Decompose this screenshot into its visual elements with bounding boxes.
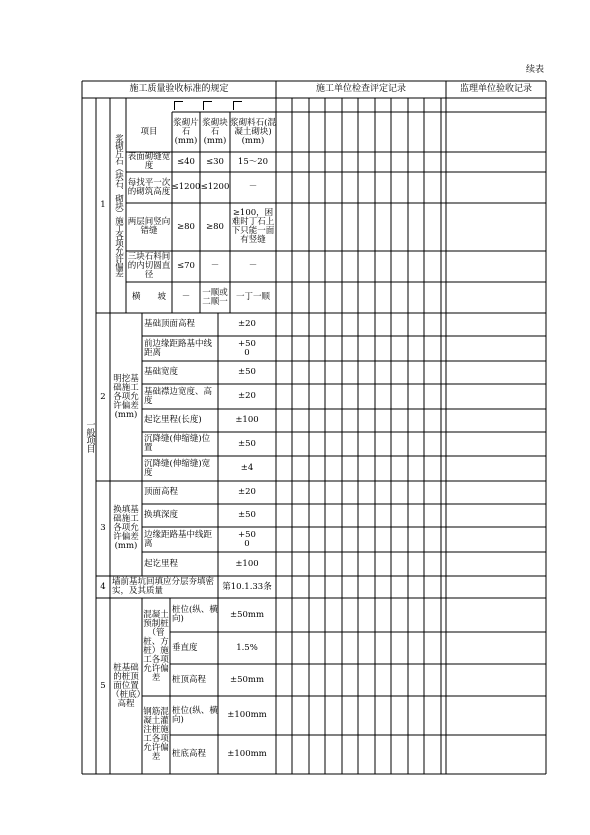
s1-row-b: － <box>210 261 220 271</box>
s3-row-value: ±50 <box>238 510 256 520</box>
s1-row-a: ≥80 <box>177 221 195 232</box>
s2-row-value: ±50 <box>238 438 256 449</box>
s2-row-name: 起讫里程(长度) <box>144 415 202 425</box>
header-construction: 施工单位检查评定记录 <box>315 84 406 94</box>
s3-title: 换填基础施工各项允许偏差(mm) <box>113 505 139 551</box>
s1-row-c: ≥100，困难时丁石上下只能一面有竖缝 <box>231 208 275 245</box>
s1-row-name: 两层间竖向错缝 <box>127 217 171 236</box>
s4-text: 墙前基坑回填应分层夯填密实，及其质量 <box>112 577 215 596</box>
s5-row-name: 垂直度 <box>172 642 198 653</box>
s5-title: 桩基础的桩顶面位置（桩底）高程 <box>111 662 141 709</box>
s2-number: 2 <box>100 391 106 402</box>
s5-sub2: 钢筋混凝土灌注桩施工各项允许偏差 <box>143 707 169 762</box>
s1-row-a: ≤70 <box>177 261 195 271</box>
s1-row-a: ≤40 <box>177 156 195 167</box>
s3-row-name: 边缘距路基中线距离 <box>144 529 213 549</box>
s4-number: 4 <box>100 581 106 592</box>
s2-row-value: ±4 <box>240 463 254 473</box>
s5-row-name: 桩位(纵、横向) <box>172 605 218 624</box>
s5-row-value: ±100mm <box>227 710 267 720</box>
s1-row-b: 一顺或二顺一 <box>202 287 228 307</box>
header-standard: 施工质量验收标准的规定 <box>129 84 229 94</box>
s3-row-value: ±100 <box>235 558 259 569</box>
s3-row-name: 换填深度 <box>144 510 179 520</box>
s1-row-name: 每找平一次的砌筑高度 <box>127 177 171 197</box>
s2-row-value: ±20 <box>238 391 256 401</box>
general-items-label: 一般项目 <box>84 420 95 452</box>
continued-label: 续表 <box>526 65 545 75</box>
s5-sub1: 混凝土预制桩（管桩、方桩）施工各项允许偏差 <box>143 610 169 683</box>
s1-row-name: 三块石料间的内切圆直径 <box>127 252 171 280</box>
header-mark <box>174 101 183 110</box>
s3-row-value: +50 0 <box>238 529 256 549</box>
s1-row-b: ≥80 <box>206 221 224 232</box>
s2-row-name: 基础襟边宽度、高度 <box>144 386 213 406</box>
s2-row-name: 基础宽度 <box>144 367 179 377</box>
s5-row-name: 桩底高程 <box>172 749 207 759</box>
s1-row-b: ≤1200 <box>200 182 230 192</box>
s4-value: 第10.1.33条 <box>222 581 272 592</box>
s5-row-name: 桩顶高程 <box>172 674 207 685</box>
s3-row-name: 顶面高程 <box>144 487 179 497</box>
s3-row-name: 起讫里程 <box>144 558 179 569</box>
s5-row-value: ±100mm <box>227 749 267 759</box>
s2-row-name: 基础顶面高程 <box>144 319 196 329</box>
s1-row-c: － <box>248 182 258 192</box>
s1-row-c: 一丁一顺 <box>235 292 270 302</box>
s1-title: 浆砌片石（块石、砌块）施工各项允许偏差 <box>113 134 124 277</box>
header-mark <box>203 101 212 110</box>
s2-row-value: +50 0 <box>238 338 256 358</box>
s2-row-value: ±100 <box>235 415 259 425</box>
s5-row-name: 桩位(纵、横向) <box>172 705 218 725</box>
s1-row-a: ≤1200 <box>171 182 201 192</box>
s1-row-a: － <box>181 292 191 302</box>
s1-row-c: 15～20 <box>237 156 269 167</box>
s1-col-item: 项目 <box>140 126 158 137</box>
s5-row-value: ±50mm <box>229 674 265 685</box>
s2-row-value: ±50 <box>238 367 256 377</box>
header-supervision: 监理单位验收记录 <box>459 84 532 94</box>
header-mark <box>233 101 242 110</box>
s3-row-value: ±20 <box>238 487 256 497</box>
s1-row-name: 横 坡 <box>131 292 166 302</box>
s2-row-name: 前边缘距路基中线距离 <box>144 338 213 358</box>
s2-row-name: 沉降缝(伸缩缝)宽度 <box>144 458 211 478</box>
s2-title: 明挖基础施工各项允许偏差(mm) <box>113 373 139 420</box>
s1-col-c: 浆砌料石(混凝土砌块)(mm) <box>230 117 276 146</box>
s3-number: 3 <box>100 523 106 533</box>
s5-row-value: ±50mm <box>229 609 265 620</box>
s1-row-c: － <box>248 261 258 271</box>
s1-row-b: ≤30 <box>206 156 224 167</box>
s1-row-name: 表面砌缝宽度 <box>127 152 171 171</box>
s1-col-a: 浆砌片石(mm) <box>173 117 199 146</box>
s2-row-name: 沉降缝(伸缩缝)位置 <box>144 434 211 453</box>
s2-row-value: ±20 <box>238 319 256 329</box>
s5-row-value: 1.5% <box>236 642 258 653</box>
s1-number: 1 <box>100 200 106 210</box>
s1-col-b: 浆砌块石(mm) <box>202 117 228 146</box>
s5-number: 5 <box>100 680 106 691</box>
